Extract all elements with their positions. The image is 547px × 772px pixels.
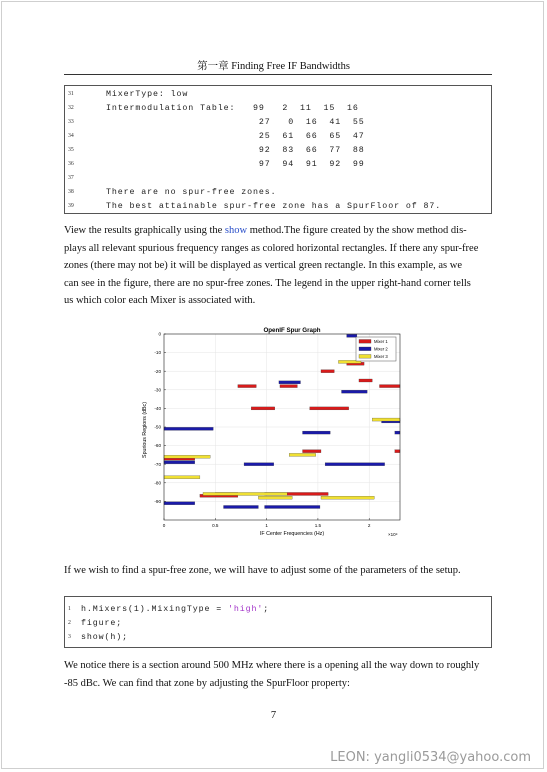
code-text: show(h); [81, 633, 129, 642]
line-number: 34 [68, 133, 74, 139]
spur-bar-mixer2 [164, 461, 195, 464]
page-number: 7 [270, 710, 277, 721]
code-text [81, 603, 269, 616]
spur-bar-mixer2 [164, 427, 213, 430]
spur-bar-mixer1 [359, 379, 372, 382]
x-axis-exponent: ×10⁹ [388, 532, 398, 537]
y-tick-label: -40 [154, 406, 161, 411]
x-tick-label: 2 [367, 523, 371, 528]
spur-bar-mixer2 [395, 431, 400, 434]
text-run: method.The figure created by the show method dis- [247, 225, 467, 236]
show-method-link[interactable]: show [224, 225, 248, 236]
spur-bar-mixer1 [395, 450, 400, 453]
y-tick-label: -20 [154, 368, 161, 374]
y-tick-label: -90 [154, 499, 161, 504]
text-run: View the results graphically using the [64, 225, 225, 236]
line-number: 35 [68, 147, 74, 153]
running-header: 第一章 Finding Free IF Bandwidths [197, 61, 350, 72]
paragraph-line [64, 222, 492, 240]
spur-bar-mixer2 [279, 381, 301, 384]
paragraph-adjust-params [64, 562, 492, 580]
line-number: 36 [68, 161, 74, 167]
chart-legend [356, 337, 396, 361]
spur-graph-figure [130, 322, 410, 544]
y-axis-label: Spurious Regions (dBc) [142, 402, 148, 458]
line-number: 33 [68, 119, 74, 125]
legend-swatch-mixer3 [359, 355, 371, 359]
spur-bar-mixer1 [310, 407, 349, 410]
code-block-2 [64, 596, 492, 648]
paragraph-line: us which color each Mixer is associated with. [64, 295, 256, 306]
paragraph-line: If we wish to find a spur-free zone, we will have to adjust some of the parameters of the setup. [64, 565, 461, 576]
spur-bar-mixer2 [347, 334, 357, 337]
code-text: Intermodulation Table: 99 2 11 15 16 [106, 104, 359, 113]
spur-bar-mixer3 [321, 496, 374, 499]
spur-bar-mixer2 [224, 505, 259, 508]
spur-bar-mixer1 [251, 407, 275, 410]
spur-bar-mixer3 [164, 476, 200, 479]
y-tick-label: -80 [154, 480, 161, 486]
spur-bar-mixer3 [372, 418, 400, 421]
legend-swatch-mixer2 [359, 347, 371, 351]
y-tick-label: -50 [154, 424, 161, 430]
spur-bar-mixer2 [265, 505, 320, 508]
y-tick-label: -10 [154, 350, 161, 356]
header-rule [64, 74, 492, 75]
spur-bar-mixer3 [258, 496, 292, 499]
spur-bar-mixer1 [280, 385, 297, 388]
paragraph-line: can see in the figure, there are no spur-free zones. The legend in the upper right-hand corner tells [64, 277, 471, 289]
code-text: figure; [81, 619, 123, 628]
code-text: MixerType: low [106, 90, 189, 99]
code-text: 27 0 16 41 55 [106, 118, 365, 127]
spur-bar-mixer1 [238, 385, 256, 388]
code-run: h.Mixers(1).MixingType = [81, 605, 228, 614]
spur-bar-mixer1 [321, 370, 334, 373]
code-text: 92 83 66 77 88 [106, 146, 365, 155]
y-tick-label: -70 [154, 461, 161, 467]
line-number: 32 [68, 105, 74, 111]
watermark-signature: LEON: yangli0534@yahoo.com [330, 750, 531, 765]
spur-bar-mixer3 [164, 455, 210, 458]
spur-bar-mixer1 [303, 450, 321, 453]
code-run: ; [263, 605, 270, 614]
y-tick-label: -60 [154, 443, 161, 449]
spur-bar-mixer3 [203, 492, 287, 495]
code-text: The best attainable spur-free zone has a SpurFloor of 87. [106, 202, 442, 211]
x-tick-label: 0 [162, 523, 166, 528]
line-number: 37 [68, 175, 74, 181]
line-number: 31 [68, 91, 74, 97]
paragraph-500mhz-opening [64, 657, 492, 692]
line-number: 39 [68, 203, 74, 209]
spur-bar-mixer2 [325, 463, 385, 466]
paragraph-line: zones (there may not be) it will be displayed as vertical green rectangle. In this example, as we [64, 260, 462, 271]
spur-bar-mixer2 [244, 463, 274, 466]
x-axis-label: IF Center Frequencies (Hz) [259, 531, 325, 537]
chart-title: OpenIF Spur Graph [263, 327, 321, 334]
line-number: 1 [68, 606, 71, 612]
string-literal: 'high' [227, 605, 264, 614]
spur-bar-mixer2 [342, 390, 368, 393]
code-text: 25 61 66 65 47 [106, 132, 365, 141]
legend-label-mixer1: Mixer 1 [374, 339, 388, 344]
legend-swatch-mixer1 [359, 340, 371, 344]
line-number: 38 [68, 189, 74, 195]
spur-bar-mixer3 [289, 453, 316, 456]
paragraph-line: plays all relevant spurious frequency ranges as colored horizontal rectangles. If there any spur-free [64, 242, 479, 254]
line-number: 3 [68, 634, 71, 640]
line-number: 2 [68, 620, 71, 626]
code-text: There are no spur-free zones. [106, 188, 277, 197]
paragraph-line: -85 dBc. We can find that zone by adjusting the SpurFloor property: [64, 677, 350, 689]
legend-label-mixer3: Mixer 3 [374, 354, 388, 359]
spur-bar-mixer2 [164, 502, 195, 505]
paragraph-show-method [64, 222, 492, 310]
spur-bar-mixer2 [303, 431, 331, 434]
legend-label-mixer2: Mixer 2 [374, 346, 388, 352]
spur-bar-mixer1 [379, 385, 400, 388]
x-tick-label: 0.5 [212, 523, 219, 528]
code-text: 97 94 91 92 99 [106, 160, 365, 169]
y-tick-label: -30 [154, 387, 161, 393]
x-tick-label: 1.5 [314, 523, 322, 528]
paragraph-line: We notice there is a section around 500 MHz where there is a opening all the way down to roughly [64, 660, 480, 671]
y-tick-label: 0 [158, 331, 161, 337]
x-tick-label: 1 [265, 523, 268, 528]
code-block-1 [64, 85, 492, 214]
